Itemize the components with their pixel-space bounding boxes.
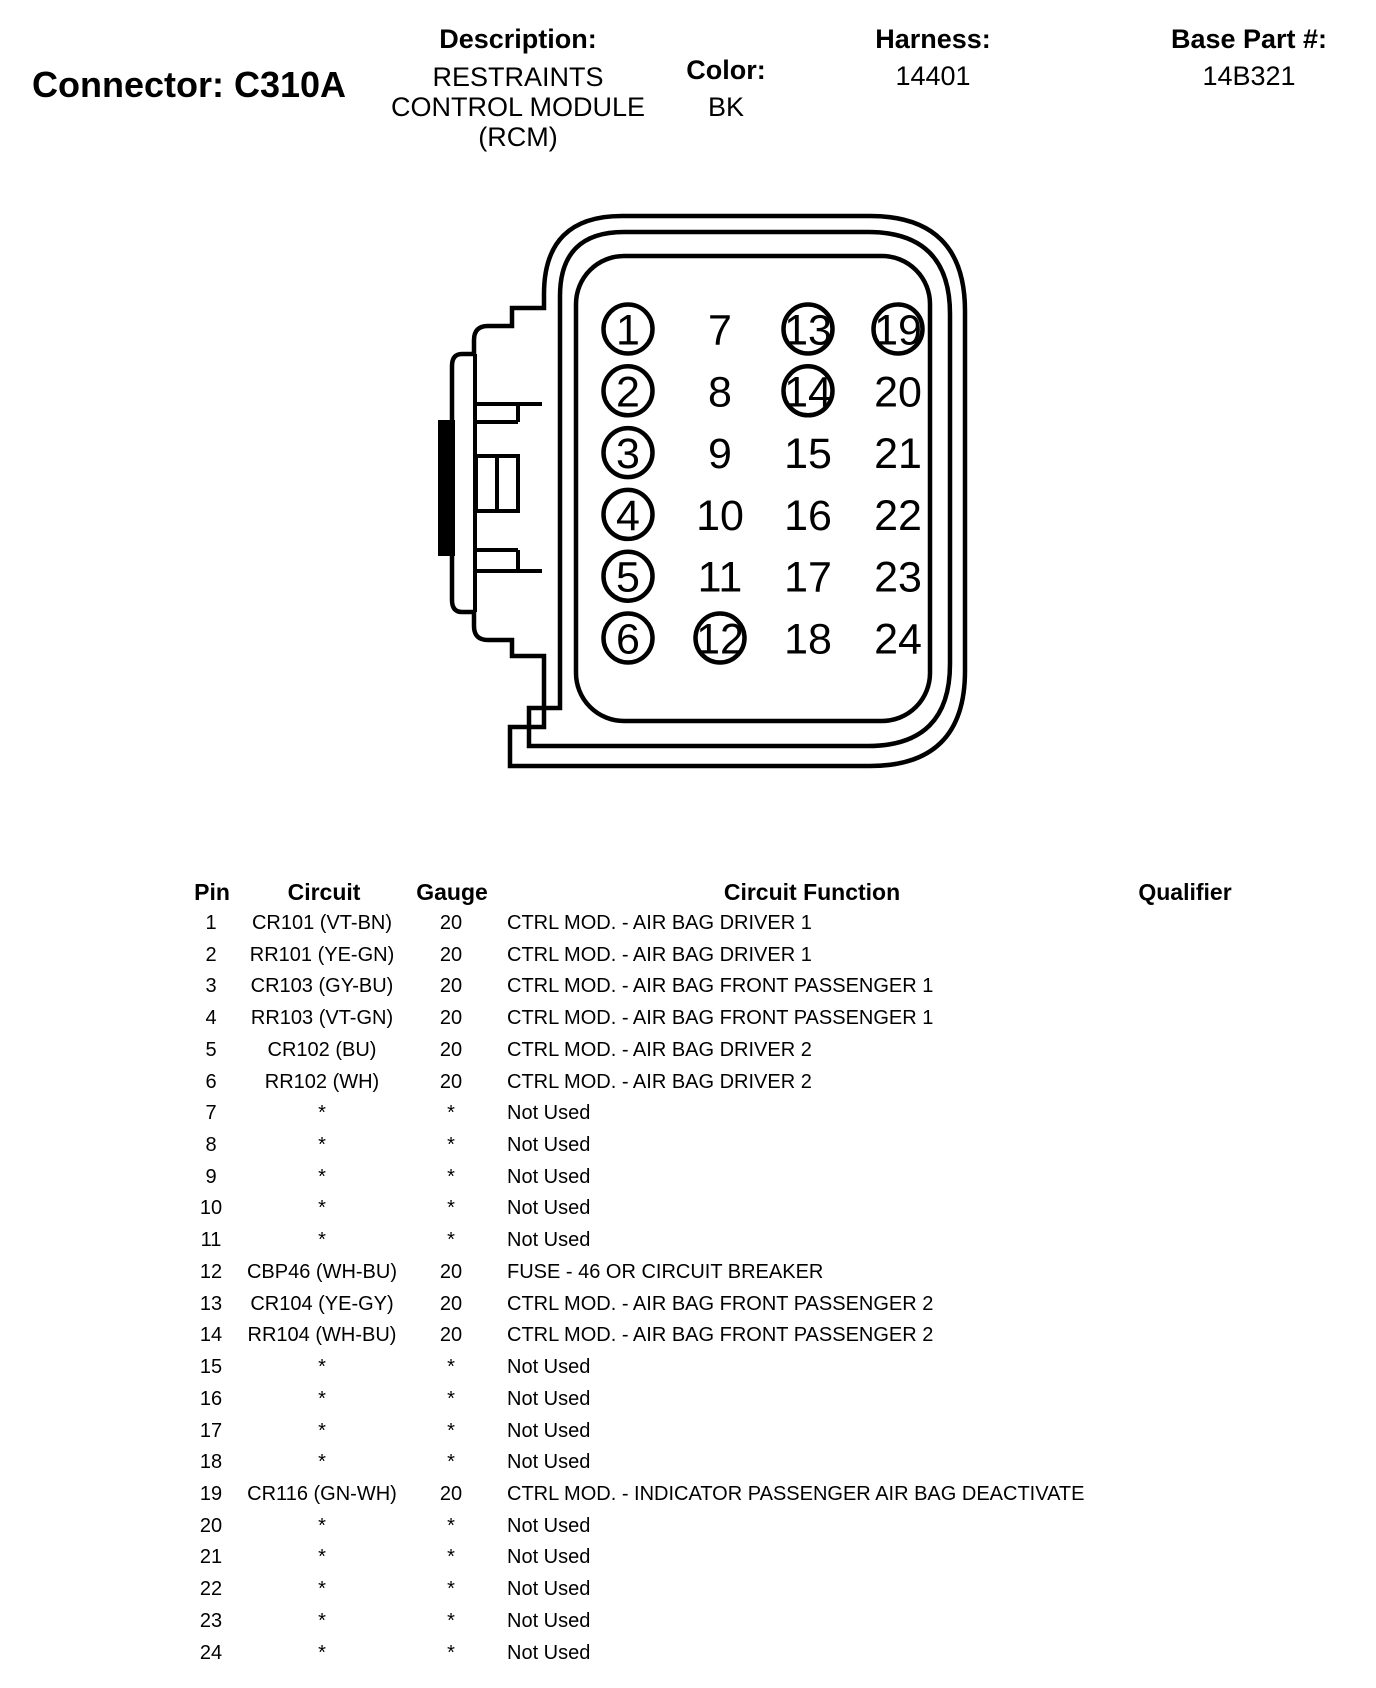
- row-pin: 16: [199, 1387, 223, 1410]
- row-circuit-function: CTRL MOD. - AIR BAG FRONT PASSENGER 2: [507, 1292, 934, 1315]
- row-circuit: *: [318, 1165, 326, 1188]
- row-pin: 22: [199, 1578, 223, 1601]
- row-gauge: 20: [439, 1038, 463, 1061]
- pin-number-8: 8: [708, 368, 732, 417]
- description-line-2: CONTROL MODULE: [390, 92, 646, 122]
- row-circuit-function: FUSE - 46 OR CIRCUIT BREAKER: [507, 1260, 824, 1283]
- row-circuit-function: Not Used: [507, 1197, 591, 1220]
- row-circuit-function: CTRL MOD. - AIR BAG DRIVER 1: [507, 912, 812, 934]
- page-title: Connector: C310A: [32, 64, 347, 105]
- pin-number-20: 20: [874, 368, 922, 417]
- row-pin: 18: [199, 1451, 223, 1474]
- row-circuit-function: Not Used: [507, 1229, 591, 1252]
- pin-number-3: 3: [616, 430, 640, 479]
- row-circuit-function: Not Used: [507, 1134, 591, 1157]
- row-circuit-function: Not Used: [507, 1356, 591, 1379]
- row-circuit-function: Not Used: [507, 1546, 591, 1569]
- row-circuit-function: Not Used: [507, 1514, 591, 1537]
- row-circuit: RR102 (WH): [264, 1070, 380, 1093]
- row-gauge: 20: [439, 1260, 463, 1283]
- row-pin: 2: [205, 943, 217, 966]
- pin-number-21: 21: [874, 430, 922, 479]
- row-circuit-function: Not Used: [507, 1451, 591, 1474]
- table-row: [0, 1388, 1376, 1410]
- row-pin: 5: [205, 1038, 217, 1061]
- color-value: BK: [707, 92, 745, 122]
- row-gauge: *: [447, 1356, 455, 1379]
- row-gauge: *: [447, 1229, 455, 1252]
- pin-number-10: 10: [696, 491, 744, 540]
- pin-number-4: 4: [616, 491, 640, 540]
- pin-number-22: 22: [874, 491, 922, 540]
- row-gauge: 20: [439, 1482, 463, 1505]
- base-part-value: 14B321: [1202, 61, 1296, 91]
- row-circuit: CR103 (GY-BU): [250, 975, 394, 998]
- row-circuit: *: [318, 1514, 326, 1537]
- row-gauge: 20: [439, 1007, 463, 1030]
- table-row: [0, 1293, 1376, 1315]
- row-circuit-function: Not Used: [507, 1387, 591, 1410]
- table-row: [0, 1324, 1376, 1346]
- row-circuit-function: Not Used: [507, 1641, 591, 1664]
- table-row: [0, 1071, 1376, 1093]
- row-circuit: *: [318, 1229, 326, 1252]
- row-circuit: CR104 (YE-GY): [250, 1292, 394, 1315]
- table-row: [0, 1134, 1376, 1156]
- pin-number-12: 12: [696, 615, 744, 664]
- row-pin: 24: [199, 1641, 223, 1664]
- row-gauge: 20: [439, 912, 463, 934]
- pin-number-15: 15: [784, 430, 832, 479]
- row-circuit-function: CTRL MOD. - AIR BAG FRONT PASSENGER 2: [507, 1324, 934, 1347]
- row-gauge: *: [447, 1546, 455, 1569]
- row-circuit-function: CTRL MOD. - AIR BAG FRONT PASSENGER 1: [507, 975, 934, 998]
- row-gauge: *: [447, 1387, 455, 1410]
- row-gauge: *: [447, 1134, 455, 1157]
- table-row: [0, 1261, 1376, 1283]
- pin-number-1: 1: [616, 306, 640, 355]
- row-gauge: *: [447, 1609, 455, 1632]
- table-row: [0, 1229, 1376, 1251]
- table-row: [0, 1642, 1376, 1664]
- description-line-3: (RCM): [478, 122, 558, 152]
- pin-number-16: 16: [784, 491, 832, 540]
- row-gauge: *: [447, 1419, 455, 1442]
- row-circuit-function: CTRL MOD. - AIR BAG FRONT PASSENGER 1: [507, 1007, 934, 1030]
- row-pin: 13: [199, 1292, 223, 1315]
- row-circuit: *: [318, 1641, 326, 1664]
- color-label: Color:: [686, 55, 766, 85]
- latch-seal: [438, 420, 455, 556]
- table-header-circuit: Circuit: [287, 879, 361, 905]
- row-pin: 23: [199, 1609, 223, 1632]
- row-pin: 6: [205, 1070, 217, 1093]
- row-circuit: *: [318, 1451, 326, 1474]
- table-header-qualifier: Qualifier: [1138, 879, 1232, 905]
- row-circuit: *: [318, 1197, 326, 1220]
- row-gauge: *: [447, 1578, 455, 1601]
- row-circuit: *: [318, 1102, 326, 1125]
- row-circuit: *: [318, 1546, 326, 1569]
- pin-number-19: 19: [874, 306, 922, 355]
- row-circuit: *: [318, 1387, 326, 1410]
- row-pin: 10: [199, 1197, 223, 1220]
- row-circuit: *: [318, 1356, 326, 1379]
- pin-number-2: 2: [616, 368, 640, 417]
- row-circuit: CR101 (VT-BN): [251, 912, 393, 934]
- table-row: [0, 1610, 1376, 1632]
- row-pin: 15: [199, 1356, 223, 1379]
- row-pin: 14: [199, 1324, 223, 1347]
- row-gauge: *: [447, 1165, 455, 1188]
- table-row: [0, 1039, 1376, 1061]
- row-circuit: *: [318, 1134, 326, 1157]
- table-row: [0, 1007, 1376, 1029]
- row-pin: 1: [205, 912, 217, 934]
- table-row: [0, 1546, 1376, 1568]
- row-pin: 19: [199, 1482, 223, 1505]
- table-header-circuit-function: Circuit Function: [723, 879, 901, 905]
- row-gauge: 20: [439, 1324, 463, 1347]
- pin-number-7: 7: [708, 306, 732, 355]
- row-pin: 4: [205, 1007, 217, 1030]
- table-row: [0, 1515, 1376, 1537]
- row-pin: 21: [199, 1546, 223, 1569]
- row-circuit: RR101 (YE-GN): [249, 943, 395, 966]
- row-pin: 12: [199, 1260, 223, 1283]
- table-row: [0, 944, 1376, 966]
- table-header-pin: Pin: [194, 879, 230, 905]
- description-label: Description:: [439, 24, 597, 54]
- row-circuit: RR103 (VT-GN): [250, 1007, 394, 1030]
- row-pin: 3: [205, 975, 217, 998]
- row-gauge: 20: [439, 943, 463, 966]
- row-pin: 9: [205, 1165, 217, 1188]
- pin-number-18: 18: [784, 615, 832, 664]
- pin-number-9: 9: [708, 430, 732, 479]
- row-circuit: *: [318, 1578, 326, 1601]
- row-pin: 7: [205, 1102, 217, 1125]
- row-circuit-function: CTRL MOD. - AIR BAG DRIVER 2: [507, 1038, 812, 1061]
- table-row: [0, 975, 1376, 997]
- row-gauge: 20: [439, 975, 463, 998]
- row-circuit-function: CTRL MOD. - AIR BAG DRIVER 1: [507, 943, 812, 966]
- table-row: [0, 1197, 1376, 1219]
- row-gauge: *: [447, 1514, 455, 1537]
- pin-number-23: 23: [874, 553, 922, 602]
- table-row: [0, 1578, 1376, 1600]
- row-circuit-function: Not Used: [507, 1102, 591, 1125]
- row-gauge: *: [447, 1451, 455, 1474]
- row-circuit: CR102 (BU): [267, 1038, 377, 1061]
- pin-number-6: 6: [616, 615, 640, 664]
- row-circuit-function: Not Used: [507, 1165, 591, 1188]
- row-pin: 20: [199, 1514, 223, 1537]
- row-gauge: *: [447, 1641, 455, 1664]
- harness-label: Harness:: [875, 24, 991, 54]
- row-circuit: *: [318, 1609, 326, 1632]
- pin-number-14: 14: [784, 368, 832, 417]
- row-circuit: CR116 (GN-WH): [247, 1482, 397, 1505]
- table-header-gauge: Gauge: [416, 879, 488, 905]
- row-circuit: CBP46 (WH-BU): [246, 1260, 397, 1283]
- connector-face-diagram: [395, 190, 995, 790]
- description-line-1: RESTRAINTS: [432, 62, 604, 92]
- pin-number-17: 17: [784, 553, 832, 602]
- row-circuit-function: CTRL MOD. - AIR BAG DRIVER 2: [507, 1070, 812, 1093]
- pin-number-24: 24: [874, 615, 922, 664]
- row-gauge: *: [447, 1197, 455, 1220]
- pin-number-11: 11: [697, 553, 743, 602]
- table-row: [0, 1451, 1376, 1473]
- pin-number-13: 13: [784, 306, 832, 355]
- table-row: [0, 1420, 1376, 1442]
- row-circuit-function: Not Used: [507, 1578, 591, 1601]
- pin-number-5: 5: [616, 553, 640, 602]
- row-circuit-function: CTRL MOD. - INDICATOR PASSENGER AIR BAG DEACTIVATE: [507, 1482, 1085, 1505]
- row-pin: 17: [199, 1419, 223, 1442]
- row-pin: 8: [205, 1134, 217, 1157]
- row-circuit: *: [318, 1419, 326, 1442]
- row-gauge: *: [447, 1102, 455, 1125]
- row-circuit-function: Not Used: [507, 1419, 591, 1442]
- harness-value: 14401: [895, 61, 971, 91]
- row-circuit-function: Not Used: [507, 1609, 591, 1632]
- table-row: [0, 1166, 1376, 1188]
- table-row: [0, 1483, 1376, 1505]
- table-row: [0, 1356, 1376, 1378]
- table-row: [0, 1102, 1376, 1124]
- table-row: [0, 912, 1376, 934]
- row-circuit: RR104 (WH-BU): [247, 1324, 397, 1347]
- row-gauge: 20: [439, 1070, 463, 1093]
- base-part-label: Base Part #:: [1170, 24, 1328, 54]
- row-pin: 11: [200, 1229, 222, 1252]
- row-gauge: 20: [439, 1292, 463, 1315]
